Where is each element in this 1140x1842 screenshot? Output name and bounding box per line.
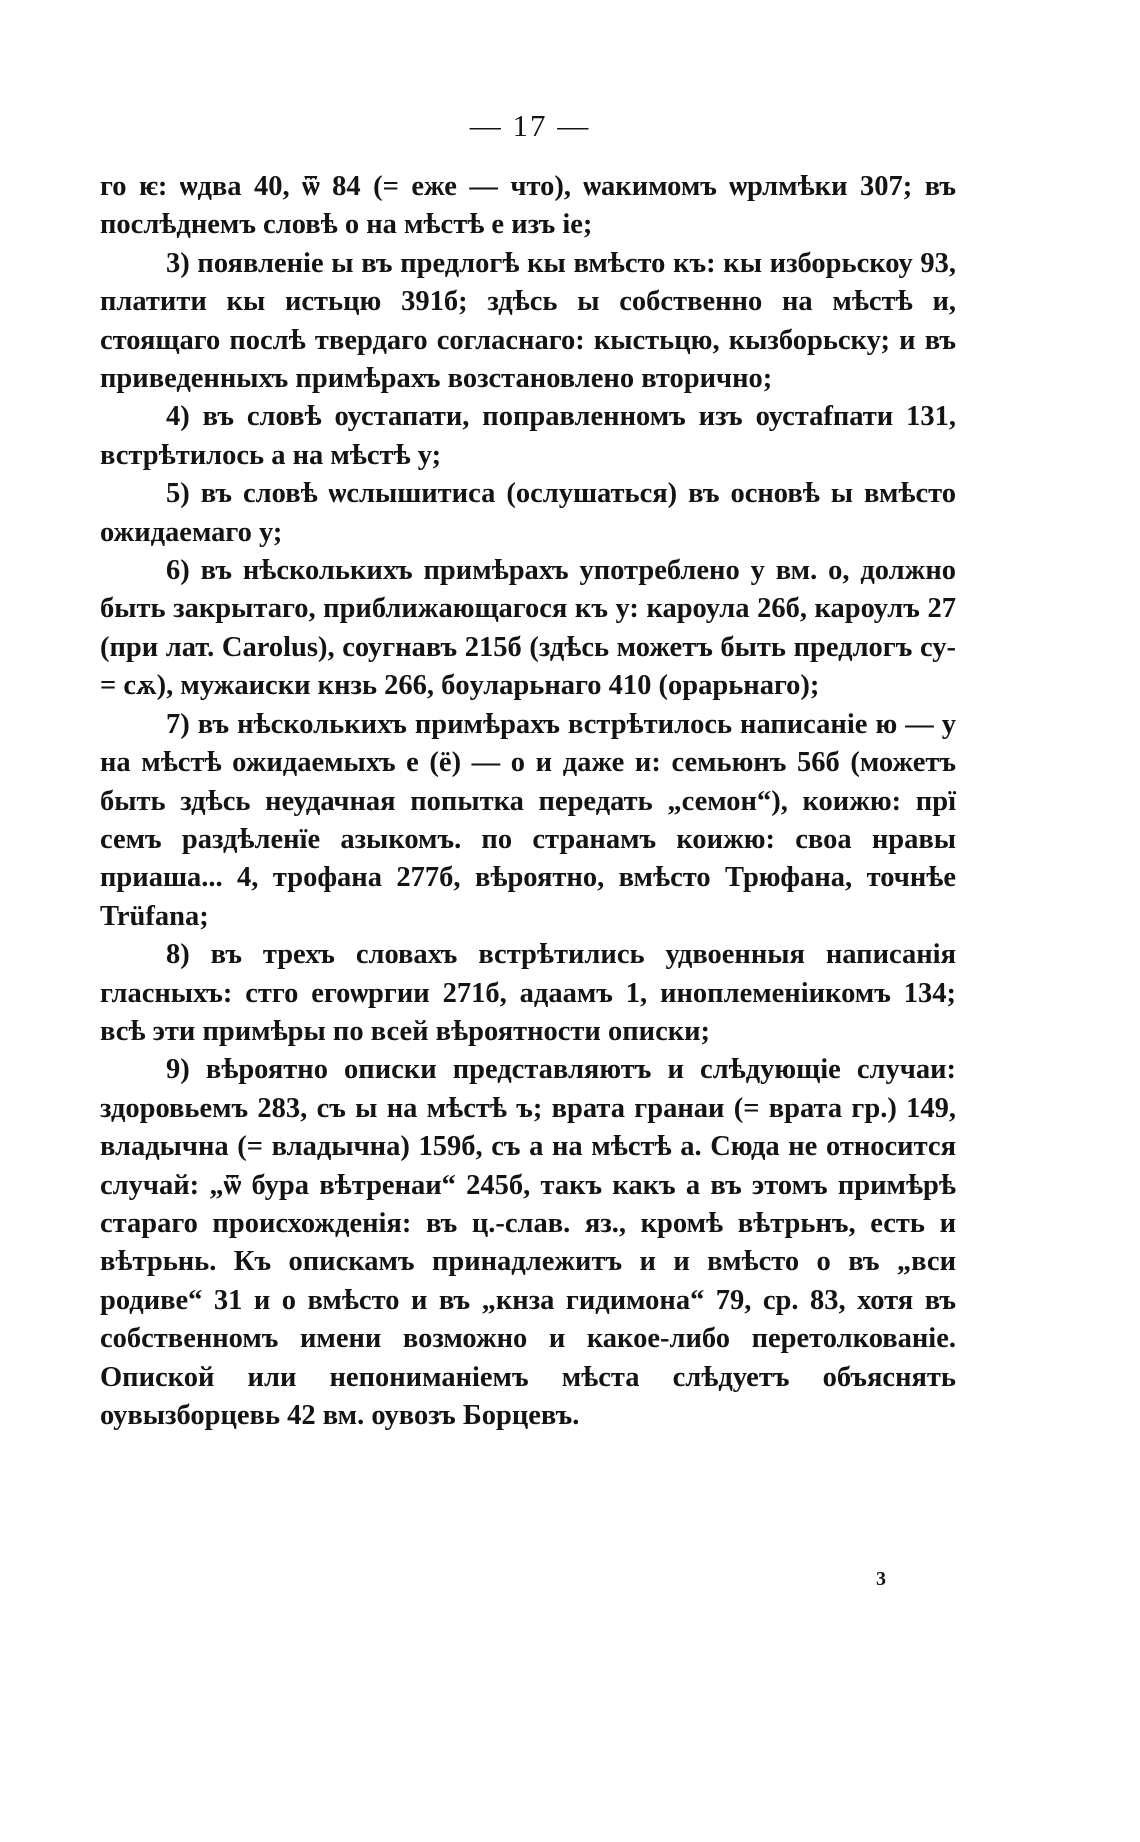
paragraph-continuation: го ѥ: ѡдва 40, ѿ 84 (= еже — что), ѡакимомъ ѡрлмѣки 307; въ послѣднемъ словѣ о на мѣстѣ е изъ іе; [100,171,956,241]
paragraph-item-6: 6) въ нѣсколькихъ примѣрахъ употреблено у вм. о, должно быть закрытаго, приближающагося къ у: кароула 26б, кароулъ 27 (при лат. Carolus), соугнавъ 215б (здѣсь можетъ быть предлогъ су- = сѫ), мужаиски кнзь 266, бoуларьнаго 410 (орарьнаго); [100,555,956,702]
body-text [100,168,956,1435]
paragraph-item-8: 8) въ трехъ словахъ встрѣтились удвоенныя написанія гласныхъ: стго егоѡргии 271б, адаамъ 1, иноплеменiикомъ 134; всѣ эти примѣры по всей вѣроятности описки; [100,939,956,1047]
page-number: — 17 — [469,108,591,143]
paragraph-item-7: 7) въ нѣсколькихъ примѣрахъ встрѣтилось написаніе ю — у на мѣстѣ ожидаемыхъ е (ё) — о и даже и: семьюнъ 56б (можетъ быть здѣсь неудачная попытка передать „семон“), коижю: прї семъ раздѣленїе азыкомъ. по странамъ коижю: своа нравы приаша... 4, трофана 277б, вѣроятно, вмѣсто Трюфана, точнѣе Trüfana; [100,708,956,932]
paragraph-item-4: 4) въ словѣ оустапати, поправленномъ изъ оустаfпати 131, встрѣтилось а на мѣстѣ у; [100,401,956,471]
paragraph-item-3: 3) появленіе ы въ предлогѣ кы вмѣсто къ: кы изборьскоу 93, платити кы истьцю 391б; здѣсь ы собственно на мѣстѣ и, стоящаго послѣ твердаго согласнаго: кыстьцю, кызборьску; и въ приведенныхъ примѣрахъ возстановлено вторично; [100,247,956,395]
paragraph-item-5: 5) въ словѣ ѡслышитиса (ослушаться) въ основѣ ы вмѣсто ожидаемаго у; [100,478,956,548]
signature-mark: 3 [876,1568,886,1590]
paragraph-item-9: 9) вѣроятно описки представляютъ и слѣдующіе случаи: здоровьемъ 283, съ ы на мѣстѣ ъ; врата гранаи (= врата гр.) 149, владычна (= владычна) 159б, съ а на мѣстѣ а. Сюда не относится случай: „ѿ бура вѣтренаи“ 245б, такъ какъ а въ этомъ примѣрѣ стараго происхожденія: въ ц.-слав. яз., кромѣ вѣтрьнъ, есть и вѣтрьнь. Къ опискамъ принадлежитъ и и вмѣсто о въ „вси родиве“ 31 и о вмѣсто и въ „кнза гидимона“ 79, ср. 83, хотя въ собственномъ имени возможно и какое-либо перетолкованіе. Опиской или непониманіемъ мѣста слѣдуетъ объяснять оувызборцевь 42 вм. оувозъ Борцевъ. [100,1054,956,1431]
